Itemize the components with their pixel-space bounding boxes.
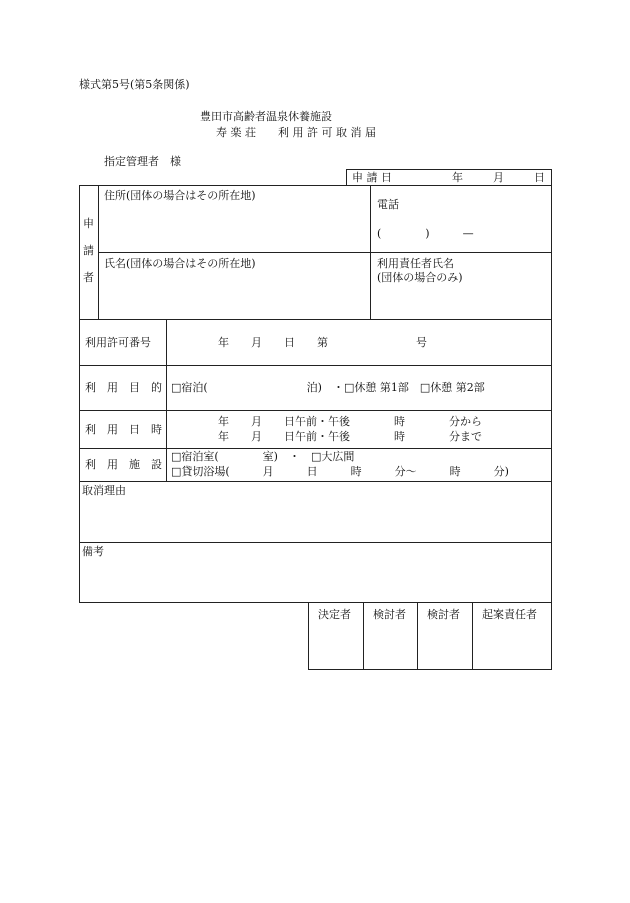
- facility-rooms: □宿泊室( 室) ・ □大広間: [171, 450, 355, 463]
- datetime-start: 年 月 日午前・午後 時 分から: [218, 415, 482, 428]
- application-date-day: 日: [534, 171, 545, 184]
- cancel-reason-label: 取消理由: [82, 484, 126, 497]
- approval-header-drafter: 起案責任者: [482, 608, 537, 621]
- application-date-year: 年: [452, 171, 463, 184]
- application-date-label: 申 請 日: [352, 171, 392, 184]
- representative-label: 利用責任者氏名: [377, 257, 454, 270]
- form-reference: 様式第5号(第5条関係): [79, 78, 190, 91]
- approval-header-decider: 決定者: [318, 608, 351, 621]
- permit-number-label: 利用許可番号: [85, 336, 151, 349]
- representative-note: (団体の場合のみ): [377, 271, 463, 284]
- application-date-month: 月: [493, 171, 504, 184]
- facility-private-bath: □貸切浴場( 月 日 時 分～ 時 分): [171, 465, 509, 478]
- row-line-facility: [79, 448, 552, 449]
- facility-title: 豊田市高齢者温泉休養施設: [200, 110, 332, 123]
- row-line-datetime: [79, 410, 552, 411]
- label-column-divider: [166, 319, 167, 481]
- row-line-purpose: [79, 365, 552, 366]
- approval-header-reviewer-2: 検討者: [427, 608, 460, 621]
- document-title: 寿 楽 荘 利 用 許 可 取 消 届: [216, 126, 376, 139]
- remarks-label: 備考: [82, 545, 104, 558]
- name-label: 氏名(団体の場合はその所在地): [104, 257, 256, 270]
- applicant-side-label-2: 請: [83, 244, 94, 257]
- applicant-row-divider: [98, 252, 552, 253]
- row-line-cancel: [79, 481, 552, 482]
- approval-header-reviewer-1: 検討者: [373, 608, 406, 621]
- addressee: 指定管理者 様: [104, 155, 181, 168]
- address-label: 住所(団体の場合はその所在地): [104, 189, 256, 202]
- row-line-permit: [79, 319, 552, 320]
- approval-divider-2: [417, 602, 418, 670]
- phone-format: ( ) —: [377, 227, 474, 240]
- applicant-side-label-3: 者: [83, 271, 94, 284]
- purpose-value: □宿泊( 泊) ・□休憩 第1部 □休憩 第2部: [171, 381, 485, 394]
- approval-divider-1: [363, 602, 364, 670]
- facility-label: 利 用 施 設: [85, 458, 162, 471]
- purpose-label: 利 用 目 的: [85, 381, 162, 394]
- permit-number-value: 年 月 日 第 号: [218, 336, 427, 349]
- applicant-side-label-1: 申: [83, 217, 94, 230]
- datetime-end: 年 月 日午前・午後 時 分まで: [218, 430, 482, 443]
- row-line-remarks: [79, 542, 552, 543]
- approval-divider-3: [472, 602, 473, 670]
- datetime-label: 利 用 日 時: [85, 423, 162, 436]
- phone-label: 電話: [377, 198, 399, 211]
